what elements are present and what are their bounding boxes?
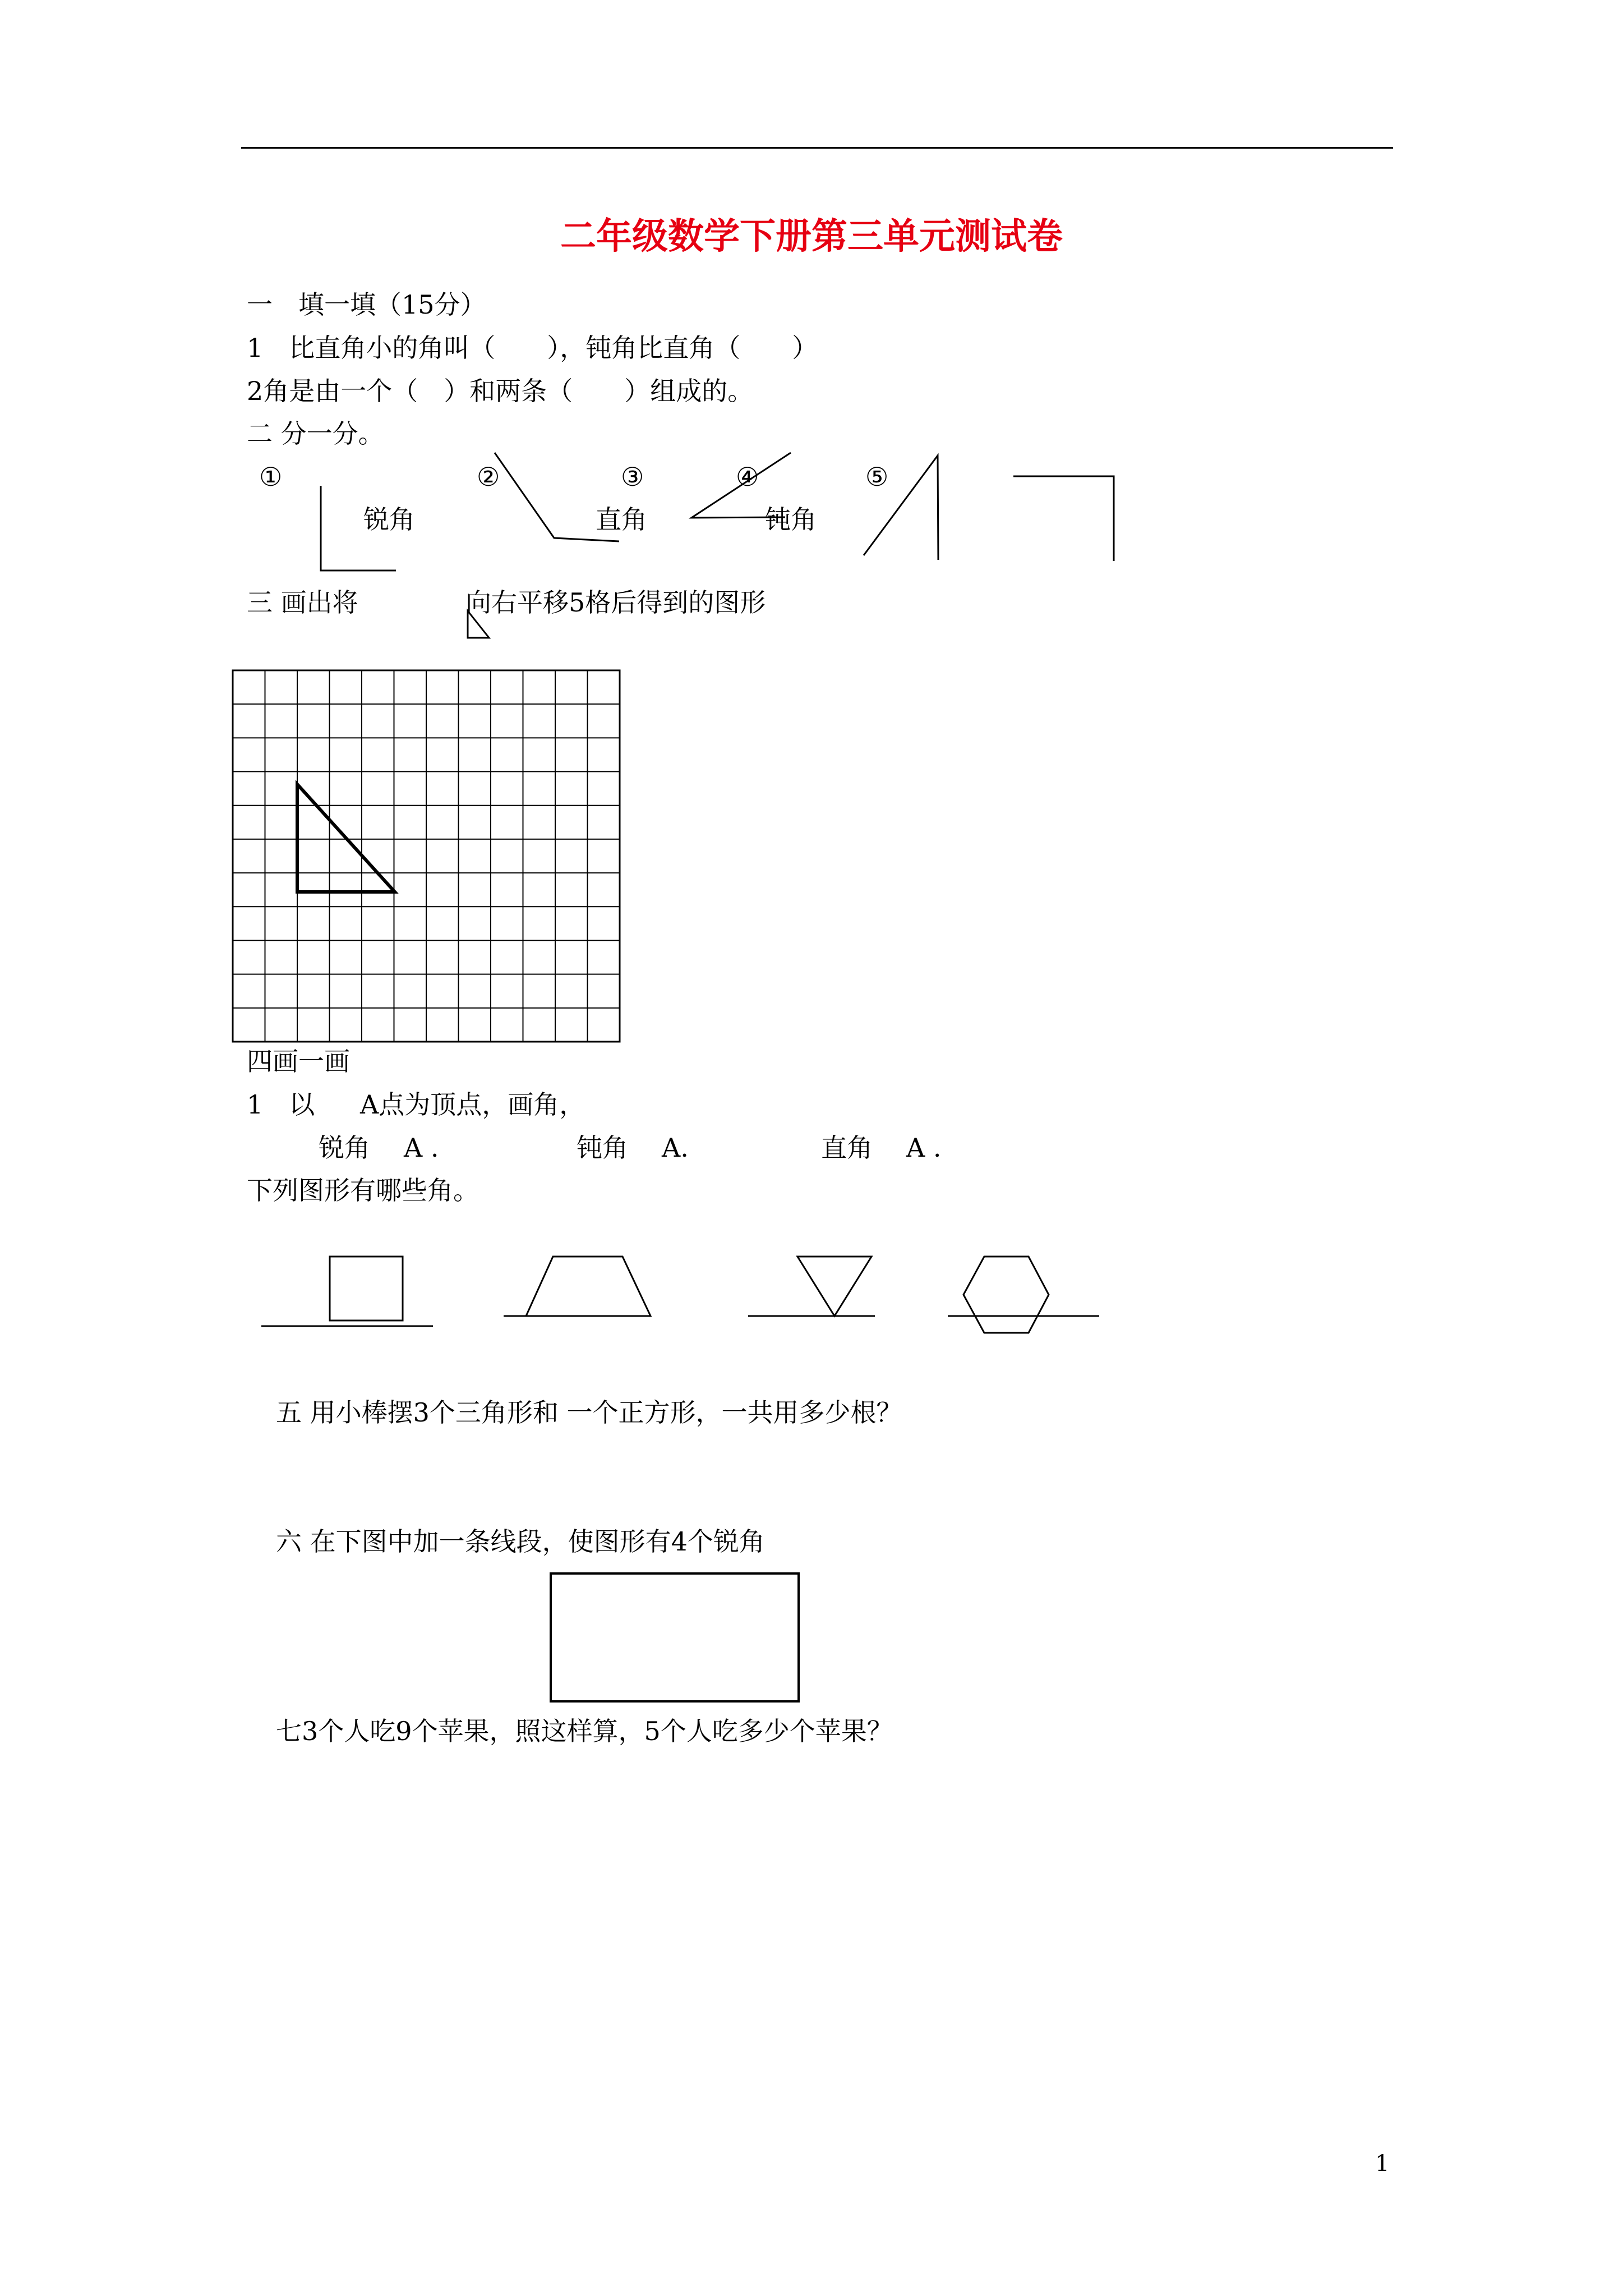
section1-heading: 一 填一填（15分） (247, 289, 486, 320)
label-obtuse: 钝角 (765, 504, 817, 535)
grid-triangle (297, 784, 395, 892)
page-title: 二年级数学下册第三单元测试卷 (560, 215, 1063, 257)
angle-figure-2 (495, 453, 619, 541)
shape-inverted-triangle (797, 1257, 872, 1316)
page-number: 1 (1375, 2151, 1390, 2177)
point-a-acute: A . (404, 1133, 439, 1163)
section4-heading: 四画一画 (247, 1046, 350, 1076)
angle-type-right: 直角 (821, 1133, 873, 1163)
section6-rectangle (550, 1572, 800, 1703)
marker-5: ⑤ (865, 462, 889, 492)
section3-heading-prefix: 三 画出将 (247, 587, 358, 618)
shapes-row (0, 1234, 1623, 1346)
angle-type-obtuse: 钝角 (577, 1133, 628, 1163)
angle-figure-5 (1013, 476, 1114, 561)
angle-figure-1 (321, 486, 396, 570)
shape-hexagon (963, 1257, 1049, 1333)
shape-trapezoid (526, 1257, 651, 1316)
section2-heading: 二 分一分。 (247, 418, 384, 449)
angle-figure-4 (864, 455, 938, 560)
angle-figure-3 (691, 453, 791, 518)
label-acute: 锐角 (363, 504, 415, 535)
section1-question-1: 1 比直角小的角叫（ ），钝角比直角（ ） (247, 333, 818, 363)
section4-q1-text: A点为顶点，画角， (360, 1089, 585, 1120)
section7-text: 七3个人吃9个苹果，照这样算，5个人吃多少个苹果？ (276, 1716, 893, 1746)
section6-text: 六 在下图中加一条线段，使图形有4个锐角 (276, 1526, 765, 1557)
point-a-right: A . (906, 1133, 942, 1163)
section1-question-2: 2角是由一个（ ）和两条（ ）组成的。 (247, 376, 754, 406)
point-a-obtuse: A. (662, 1133, 689, 1163)
angle-type-acute: 锐角 (319, 1133, 370, 1163)
marker-2: ② (477, 462, 500, 492)
section3-heading-suffix: 向右平移5格后得到的图形 (465, 587, 766, 618)
section4-q2: 下列图形有哪些角。 (247, 1175, 479, 1205)
angle-figures (0, 0, 1623, 617)
marker-1: ① (259, 462, 283, 492)
label-right: 直角 (596, 504, 647, 535)
section5-text: 五 用小棒摆3个三角形和 一个正方形，一共用多少根？ (276, 1397, 902, 1428)
translation-grid (232, 670, 620, 1042)
shape-square (330, 1257, 403, 1320)
marker-4: ④ (736, 462, 759, 492)
section4-q1-prefix: 1 以 (247, 1089, 315, 1120)
marker-3: ③ (621, 462, 644, 492)
